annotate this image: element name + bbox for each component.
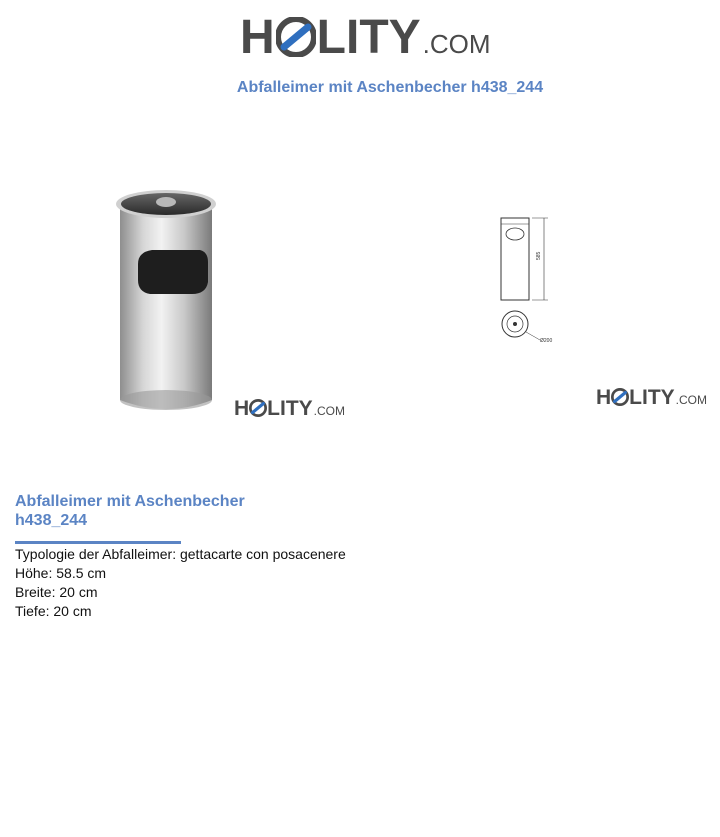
holity-logo-photo — [234, 397, 345, 421]
holity-logo[interactable] — [240, 10, 491, 66]
product-code: h438_244 — [15, 512, 88, 529]
spec-depth: Tiefe: 20 cm — [15, 603, 92, 619]
product-title-line1: Abfalleimer mit Aschenbecher — [15, 493, 245, 510]
holity-o-icon — [249, 399, 267, 417]
logo-letter-h: H — [234, 397, 250, 420]
product-title — [15, 492, 315, 530]
holity-o-icon — [611, 388, 629, 406]
logo-letter-h: H — [240, 11, 275, 64]
logo-tld: .COM — [422, 29, 491, 59]
page-title: Abfalleimer mit Aschenbecher h438_244 — [236, 79, 544, 96]
spec-width: Breite: 20 cm — [15, 584, 98, 600]
logo-tld: .COM — [675, 393, 708, 407]
height-dimension-label: 585 — [536, 251, 542, 260]
diameter-dimension-label: Ø200 — [540, 338, 553, 344]
logo-letters-lity: LITY — [316, 11, 421, 64]
product-photo — [100, 182, 232, 422]
logo-letters-lity: LITY — [629, 386, 675, 409]
holity-logo-drawing — [596, 386, 707, 410]
title-divider — [15, 541, 181, 544]
logo-letters-lity: LITY — [267, 397, 313, 420]
product-specs — [15, 545, 346, 621]
spec-height: Höhe: 58.5 cm — [15, 565, 107, 581]
logo-tld: .COM — [313, 404, 346, 418]
logo-letter-h: H — [596, 386, 612, 409]
holity-o-icon — [276, 14, 316, 54]
spec-type: Typologie der Abfalleimer: gettacarte con posacenere — [15, 546, 346, 562]
technical-drawing — [488, 210, 560, 350]
